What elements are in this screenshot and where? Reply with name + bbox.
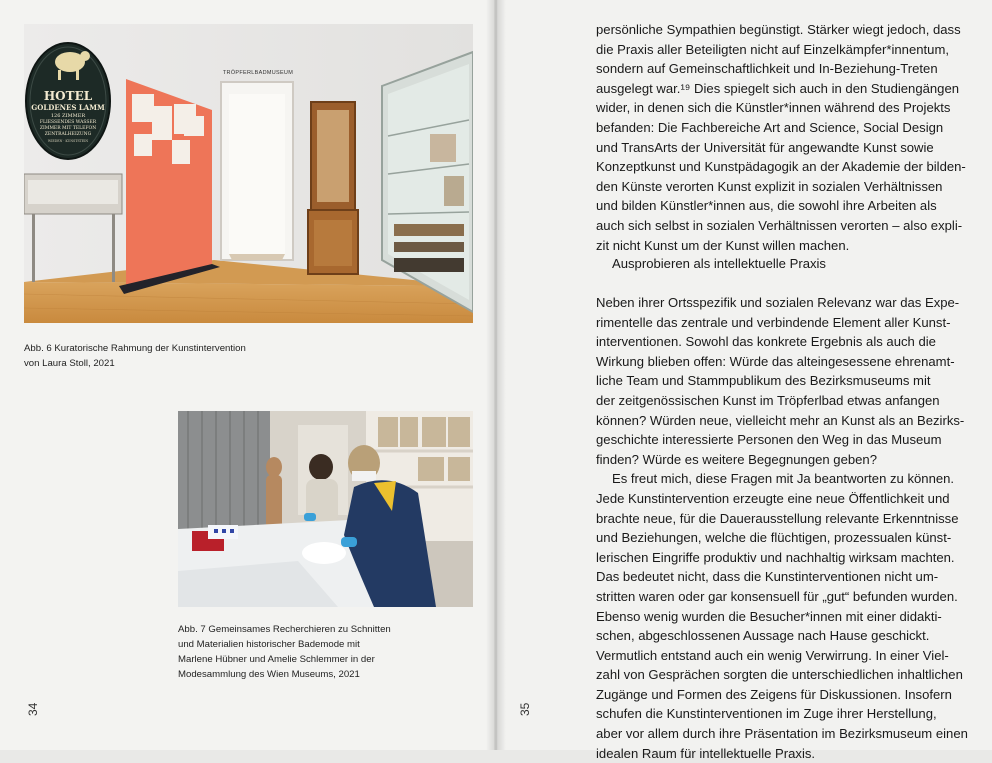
- text-line: und bilden Künstler*innen aus, die sowohl ihre Arbeiten als: [596, 198, 937, 214]
- text-line: und Beziehungen, welche die flüchtigen, prozessualen künst-: [596, 530, 952, 546]
- text-line: finden? Würde es weitere Begegnungen geben?: [596, 451, 877, 467]
- text-line: Konzeptkunst und Kunstpädagogik an der Akademie der bilden-: [596, 159, 966, 175]
- text-line: stritten waren oder gar konsensuell für „gut“ befunden wurden.: [596, 588, 958, 604]
- text-line: schen, abgeschlossenen Aussage nach Hause geschickt.: [596, 628, 930, 644]
- book-gutter: [486, 0, 506, 750]
- text-line: interventionen. Sowohl das konkrete Ergebnis als auch die: [596, 334, 936, 350]
- text-line: rimentelle das zentrale und verbindende Element aller Kunst-: [596, 314, 951, 330]
- museum-room-illustration: [24, 24, 473, 323]
- text-line: Das bedeutet nicht, dass die Kunstinterventionen nicht um-: [596, 569, 939, 585]
- text-line: wider, in denen sich die Künstler*innen während des Projekts: [596, 100, 951, 116]
- text-line: liche Team und Stammpublikum des Bezirksmuseums mit: [596, 373, 931, 389]
- text-line: aber vor allem durch ihre Präsentation im Bezirksmuseum einen: [596, 726, 968, 742]
- door-label: TRÖPFERLBADMUSEUM: [222, 70, 294, 76]
- text-line: schufen die Kunstinterventionen im Zuge ihrer Herstellung,: [596, 706, 937, 722]
- page-number-left: 34: [26, 702, 40, 716]
- caption-line: Marlene Hübner und Amelie Schlemmer in der: [178, 654, 375, 665]
- text-line: Vermutlich entstand auch ein wenig Verwirrung. In einer Viel-: [596, 647, 949, 663]
- text-line: ausgelegt war.¹⁹ Dies spiegelt sich auch in den Studiengängen: [596, 80, 960, 96]
- caption-line: Abb. 7 Gemeinsames Recherchieren zu Schnitten: [178, 624, 391, 635]
- text-line: Zugänge und Formen des Zeigens für Diskussionen. Insofern: [596, 686, 952, 702]
- sign-line: 126 ZIMMER: [50, 113, 86, 119]
- text-line: brachte neue, für die Dauerausstellung relevante Erkenntnisse: [596, 510, 959, 526]
- text-line: und TransArts der Universität für angewandte Kunst sowie: [596, 139, 934, 155]
- text-line: geschichte interessierte Personen den Weg in das Museum: [596, 432, 942, 448]
- text-line: sondern auf Gemeinschaftlichkeit und In-Beziehung-Treten: [596, 61, 938, 77]
- text-line: Wirkung blieben offen: Würde das alteingesessene ehrenamt-: [596, 353, 955, 369]
- sign-line: WIEDEN · KUNSTSTEIN: [47, 139, 89, 143]
- text-line: Neben ihrer Ortsspezifik und sozialen Relevanz war das Expe-: [596, 295, 960, 310]
- page-number-right: 35: [518, 702, 532, 716]
- text-line: zahl von Gesprächen sorgten die unterschiedlichen inhaltlichen: [596, 667, 963, 683]
- text-line: zit nicht Kunst um der Kunst willen machen.: [596, 237, 850, 253]
- caption-line: von Laura Stoll, 2021: [24, 358, 115, 369]
- figure-7-photo: [178, 411, 473, 607]
- sign-subtitle: GOLDENES LAMM: [31, 103, 105, 112]
- text-line: der zeitgenössischen Kunst im Tröpferlbad etwas anfangen: [596, 392, 940, 408]
- text-line: Ebenso wenig wurden die Besucher*innen mit einer didakti-: [596, 608, 942, 624]
- research-scene-illustration: [178, 411, 473, 607]
- sign-line: ZIMMER MIT TELEFON: [39, 126, 97, 131]
- paragraph-1: [596, 20, 968, 255]
- text-line: den Künste verorten Kunst explizit in sozialen Verhältnissen: [596, 178, 943, 194]
- sign-title: HOTEL: [43, 89, 93, 103]
- caption-line: Modesammlung des Wien Museums, 2021: [178, 669, 360, 680]
- text-line: lerischen Eingriffe produktiv und nachhaltig wirksam machten.: [596, 549, 955, 565]
- text-line: auch sich selbst in sozialen Verhältnissen verorten – also expli-: [596, 217, 963, 233]
- text-line: befanden: Die Fachbereiche Art and Science, Social Design: [596, 119, 944, 135]
- figure-6-photo: [24, 24, 473, 323]
- sign-line: ZENTRALHEIZUNG: [44, 132, 92, 137]
- text-line: können? Würden neue, vielleicht mehr an Kunst als an Bezirks-: [596, 412, 965, 428]
- text-line: Jede Kunstintervention erzeugte eine neue Öffentlichkeit und: [596, 490, 950, 506]
- section-heading: Ausprobieren als intellektuelle Praxis: [612, 256, 826, 271]
- caption-line: Abb. 6 Kuratorische Rahmung der Kunstintervention: [24, 343, 246, 354]
- hotel-sign: [26, 90, 110, 144]
- sign-line: FLIESSENDES WASSER: [39, 120, 97, 125]
- paragraph-2: [596, 293, 968, 763]
- text-line: die Praxis aller Beteiligten nicht auf Einzelkämpfer*innentum,: [596, 41, 949, 57]
- caption-line: und Materialien historischer Bademode mit: [178, 639, 360, 650]
- text-line: idealen Raum für intellektuelle Praxis.: [596, 745, 816, 761]
- text-line: persönliche Sympathien begünstigt. Stärker wiegt jedoch, dass: [596, 22, 961, 37]
- figure-7-caption: [178, 622, 391, 682]
- figure-6-caption: [24, 341, 246, 371]
- text-line: Es freut mich, diese Fragen mit Ja beantworten zu können.: [612, 471, 955, 487]
